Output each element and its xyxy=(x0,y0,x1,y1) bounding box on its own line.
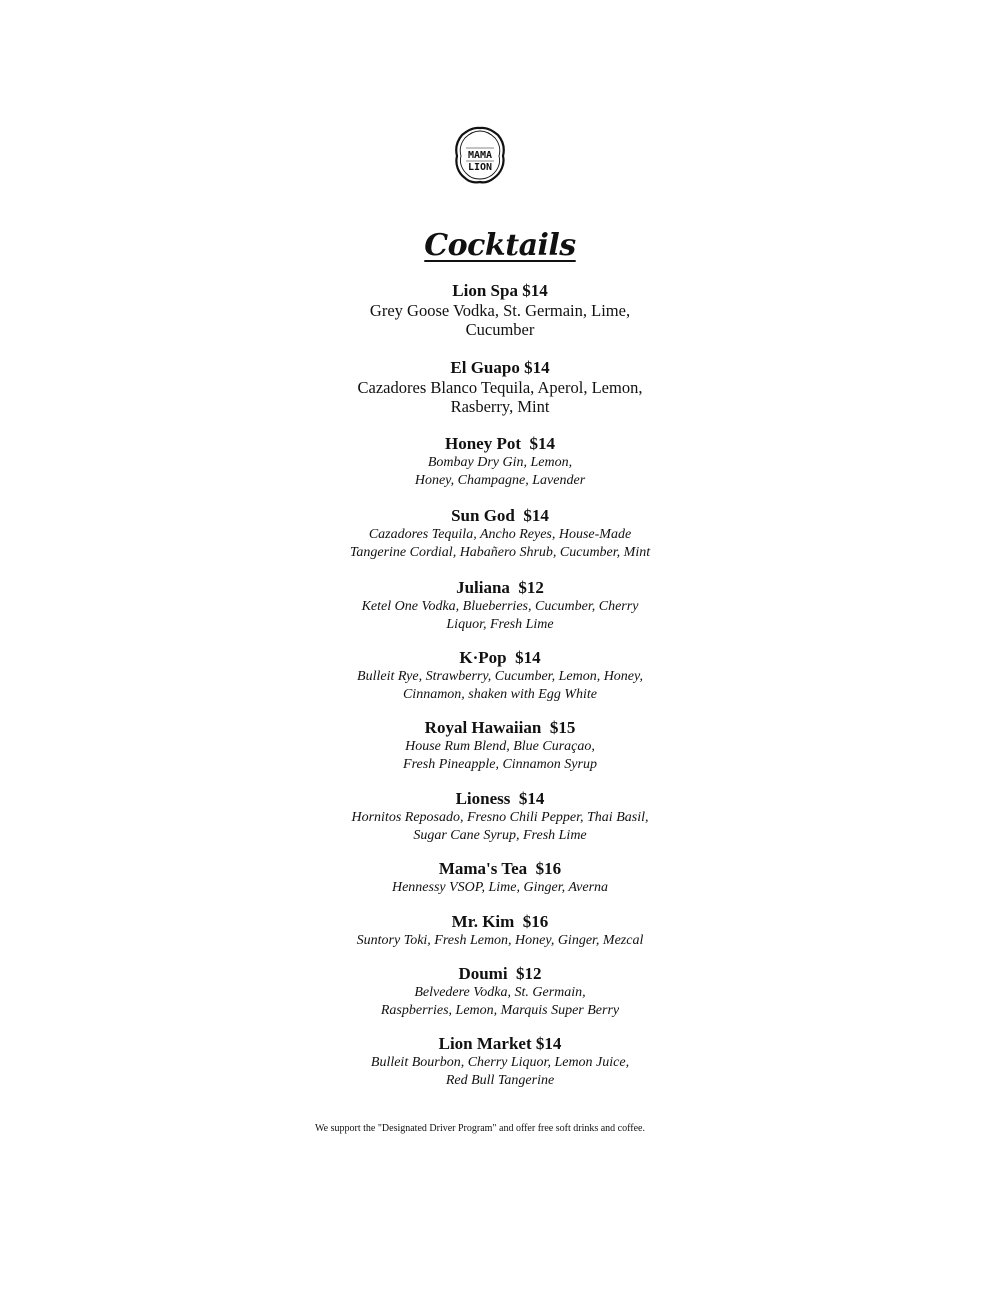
menu-item-description: House Rum Blend, Blue Curaçao, Fresh Pineapple, Cinnamon Syrup xyxy=(403,739,597,772)
lion-crest-icon xyxy=(453,125,507,185)
menu-item xyxy=(0,859,1000,897)
mama-lion-logo xyxy=(453,125,507,185)
menu-item xyxy=(0,506,1000,561)
menu-item-name: Mama's Tea $16 xyxy=(438,859,562,878)
menu-item xyxy=(0,789,1000,844)
menu-item xyxy=(0,964,1000,1019)
menu-item-name: Royal Hawaiian $15 xyxy=(424,718,576,737)
menu-item xyxy=(0,434,1000,489)
menu-item-name: Honey Pot $14 xyxy=(444,434,556,453)
menu-item-name: Lioness $14 xyxy=(455,789,545,808)
menu-item-name: Mr. Kim $16 xyxy=(451,912,549,931)
menu-item-description: Bulleit Bourbon, Cherry Liquor, Lemon Juice, Red Bull Tangerine xyxy=(370,1055,630,1088)
menu-item xyxy=(0,1034,1000,1089)
logo-text-line1: MAMA xyxy=(467,150,493,161)
menu-item xyxy=(0,912,1000,950)
menu-item xyxy=(0,648,1000,703)
menu-item xyxy=(0,358,1000,416)
designated-driver-note: We support the "Designated Driver Program" and offer free soft drinks and coffee. xyxy=(315,1123,645,1134)
menu-item-description: Ketel One Vodka, Blueberries, Cucumber, Cherry Liquor, Fresh Lime xyxy=(361,599,639,632)
menu-item-name: Doumi $12 xyxy=(458,964,542,983)
menu-item-description: Suntory Toki, Fresh Lemon, Honey, Ginger, Mezcal xyxy=(356,933,644,948)
menu-item-description: Grey Goose Vodka, St. Germain, Lime, Cucumber xyxy=(369,301,631,339)
menu-item-description: Cazadores Blanco Tequila, Aperol, Lemon, Rasberry, Mint xyxy=(357,378,643,416)
menu-item-description: Bombay Dry Gin, Lemon, Honey, Champagne, Lavender xyxy=(414,455,586,488)
menu-item-description: Bulleit Rye, Strawberry, Cucumber, Lemon, Honey, Cinnamon, shaken with Egg White xyxy=(357,669,643,702)
menu-item-name: Lion Market $14 xyxy=(438,1034,562,1053)
menu-item-description: Belvedere Vodka, St. Germain, Raspberries, Lemon, Marquis Super Berry xyxy=(380,985,620,1018)
logo-text-line2: LION xyxy=(467,162,493,173)
menu-item-description: Cazadores Tequila, Ancho Reyes, House-Made Tangerine Cordial, Habañero Shrub, Cucumber, Mint xyxy=(349,527,651,560)
menu-item-name: El Guapo $14 xyxy=(450,358,550,377)
menu-item-name: Sun God $14 xyxy=(451,506,549,525)
menu-item-name: Juliana $12 xyxy=(456,578,544,597)
menu-item-name: K·Pop $14 xyxy=(459,648,541,667)
menu-item-description: Hennessy VSOP, Lime, Ginger, Averna xyxy=(391,880,609,895)
menu-item-description: Hornitos Reposado, Fresno Chili Pepper, Thai Basil, Sugar Cane Syrup, Fresh Lime xyxy=(351,810,649,843)
menu-item-name: Lion Spa $14 xyxy=(452,281,548,300)
menu-item xyxy=(0,281,1000,339)
menu-item xyxy=(0,718,1000,773)
page-title: Cocktails xyxy=(424,228,576,263)
menu-item xyxy=(0,578,1000,633)
